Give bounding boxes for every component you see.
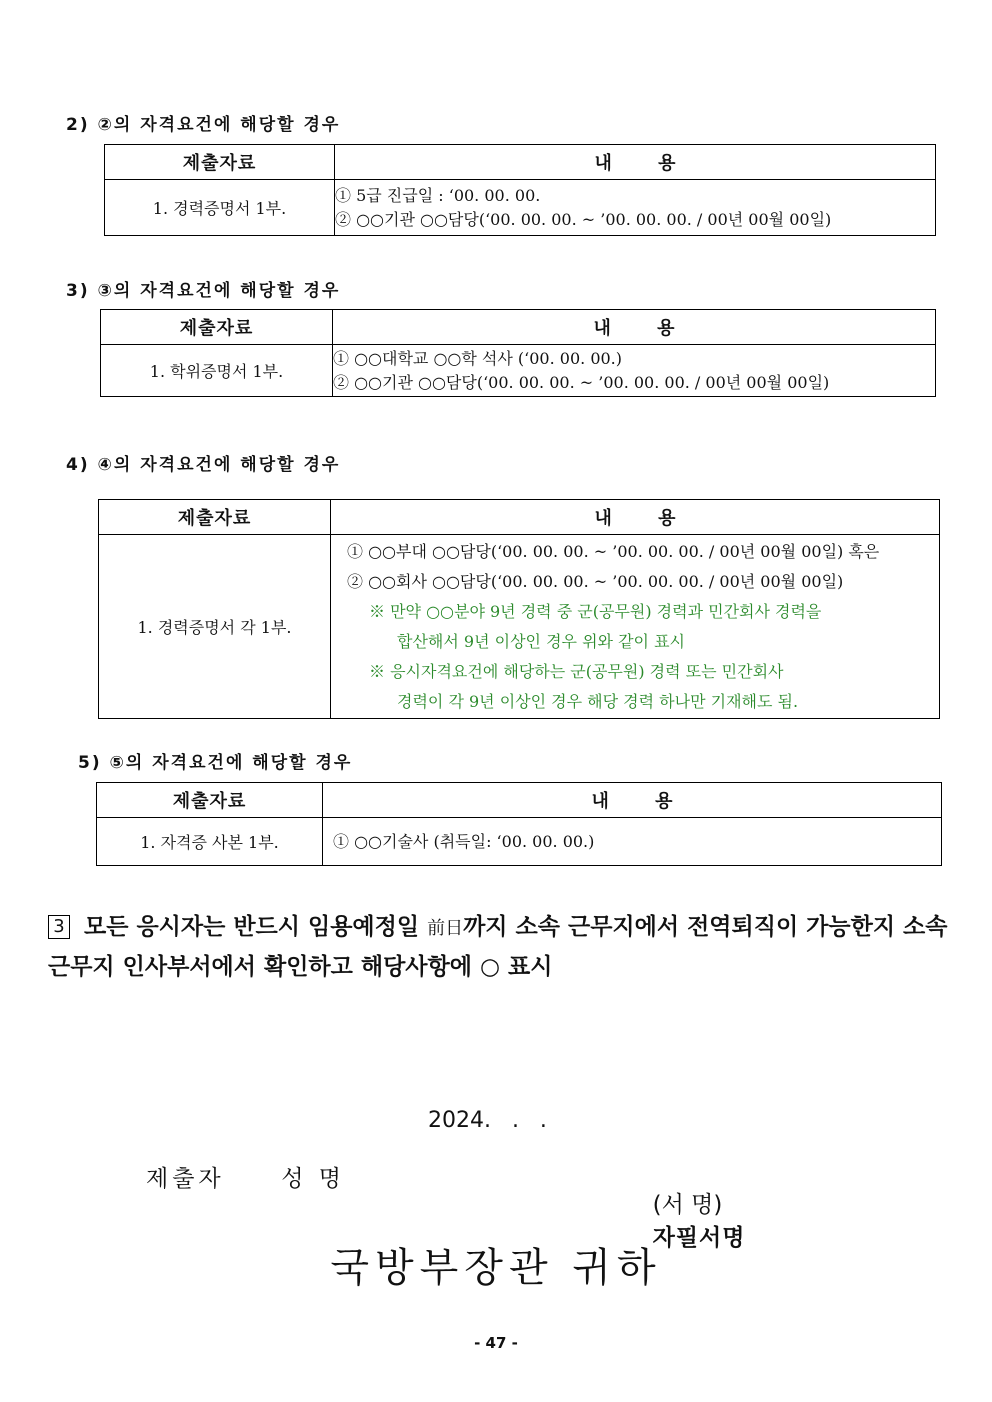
column-header-documents: 제출자료 bbox=[105, 145, 335, 180]
column-header-content: 내 용 bbox=[323, 783, 942, 818]
content-line: ② ○○기관 ○○담당(‘00. 00. 00. ~ ’00. 00. 00. / 00년 00월 00일) bbox=[335, 209, 832, 229]
section-5-heading: 5) ⑤의 자격요건에 해당할 경우 bbox=[78, 753, 353, 773]
signature-note: 자필서명 bbox=[652, 1225, 746, 1251]
content-cell bbox=[331, 535, 940, 719]
section-3-heading: 3) ③의 자격요건에 해당할 경우 bbox=[66, 281, 341, 301]
document-cell: 1. 학위증명서 1부. bbox=[101, 345, 333, 397]
document-cell: 1. 경력증명서 각 1부. bbox=[99, 535, 331, 719]
column-header-documents: 제출자료 bbox=[101, 310, 333, 345]
note-text: ※ 응시자격요건에 해당하는 군(공무원) 경력 또는 민간회사 경력이 각 9년 이상인 경우 해당 경력 하나만 기재해도 됨. bbox=[369, 661, 799, 711]
important-notice: 3 모든 응시자는 반드시 임용예정일 前日까지 소속 근무지에서 전역퇴직이 가능한지 소속 근무지 인사부서에서 확인하고 해당사항에 ○ 표시 bbox=[48, 914, 948, 980]
content-line: ① ○○부대 ○○담당(‘00. 00. 00. ~ ’00. 00. 00. / 00년 00월 00일) 혹은 bbox=[347, 541, 880, 561]
section-2-table bbox=[104, 144, 936, 236]
page-number: - 47 - bbox=[474, 1334, 518, 1352]
column-header-documents: 제출자료 bbox=[97, 783, 323, 818]
section-5-table bbox=[96, 782, 942, 866]
content-line: ① 5급 진급일 : ‘00. 00. 00. bbox=[335, 185, 541, 205]
section-4-table bbox=[98, 499, 940, 719]
hanja-text: 前日 bbox=[427, 918, 464, 939]
document-cell: 1. 경력증명서 1부. bbox=[105, 180, 335, 236]
section-3-table bbox=[100, 309, 936, 397]
content-line: ① ○○대학교 ○○학 석사 (‘00. 00. 00.) bbox=[333, 348, 623, 368]
column-header-content: 내 용 bbox=[331, 500, 940, 535]
section-4-heading: 4) ④의 자격요건에 해당할 경우 bbox=[66, 455, 341, 475]
content-cell bbox=[323, 818, 942, 866]
document-cell: 1. 자격증 사본 1부. bbox=[97, 818, 323, 866]
content-cell bbox=[333, 345, 936, 397]
section-2-heading: 2) ②의 자격요건에 해당할 경우 bbox=[66, 115, 341, 135]
submission-date: 2024. . . bbox=[428, 1108, 547, 1133]
note-text: ※ 만약 ○○분야 9년 경력 중 군(공무원) 경력과 민간회사 경력을 합산해서 9년 이상인 경우 위와 같이 표시 bbox=[369, 601, 822, 651]
content-line: ② ○○회사 ○○담당(‘00. 00. 00. ~ ’00. 00. 00. / 00년 00월 00일) bbox=[347, 571, 844, 591]
column-header-content: 내 용 bbox=[333, 310, 936, 345]
submitter-name-label: 제출자 성 명 bbox=[146, 1166, 345, 1192]
signature-hint: (서 명) bbox=[652, 1192, 723, 1218]
addressee: 국방부장관 귀하 bbox=[330, 1245, 662, 1291]
column-header-content: 내 용 bbox=[335, 145, 936, 180]
column-header-documents: 제출자료 bbox=[99, 500, 331, 535]
content-line: ① ○○기술사 (취득일: ‘00. 00. 00.) bbox=[333, 831, 595, 851]
content-line: ② ○○기관 ○○담당(‘00. 00. 00. ~ ’00. 00. 00. / 00년 00월 00일) bbox=[333, 372, 830, 392]
content-cell bbox=[335, 180, 936, 236]
notice-number-box: 3 bbox=[48, 915, 70, 939]
